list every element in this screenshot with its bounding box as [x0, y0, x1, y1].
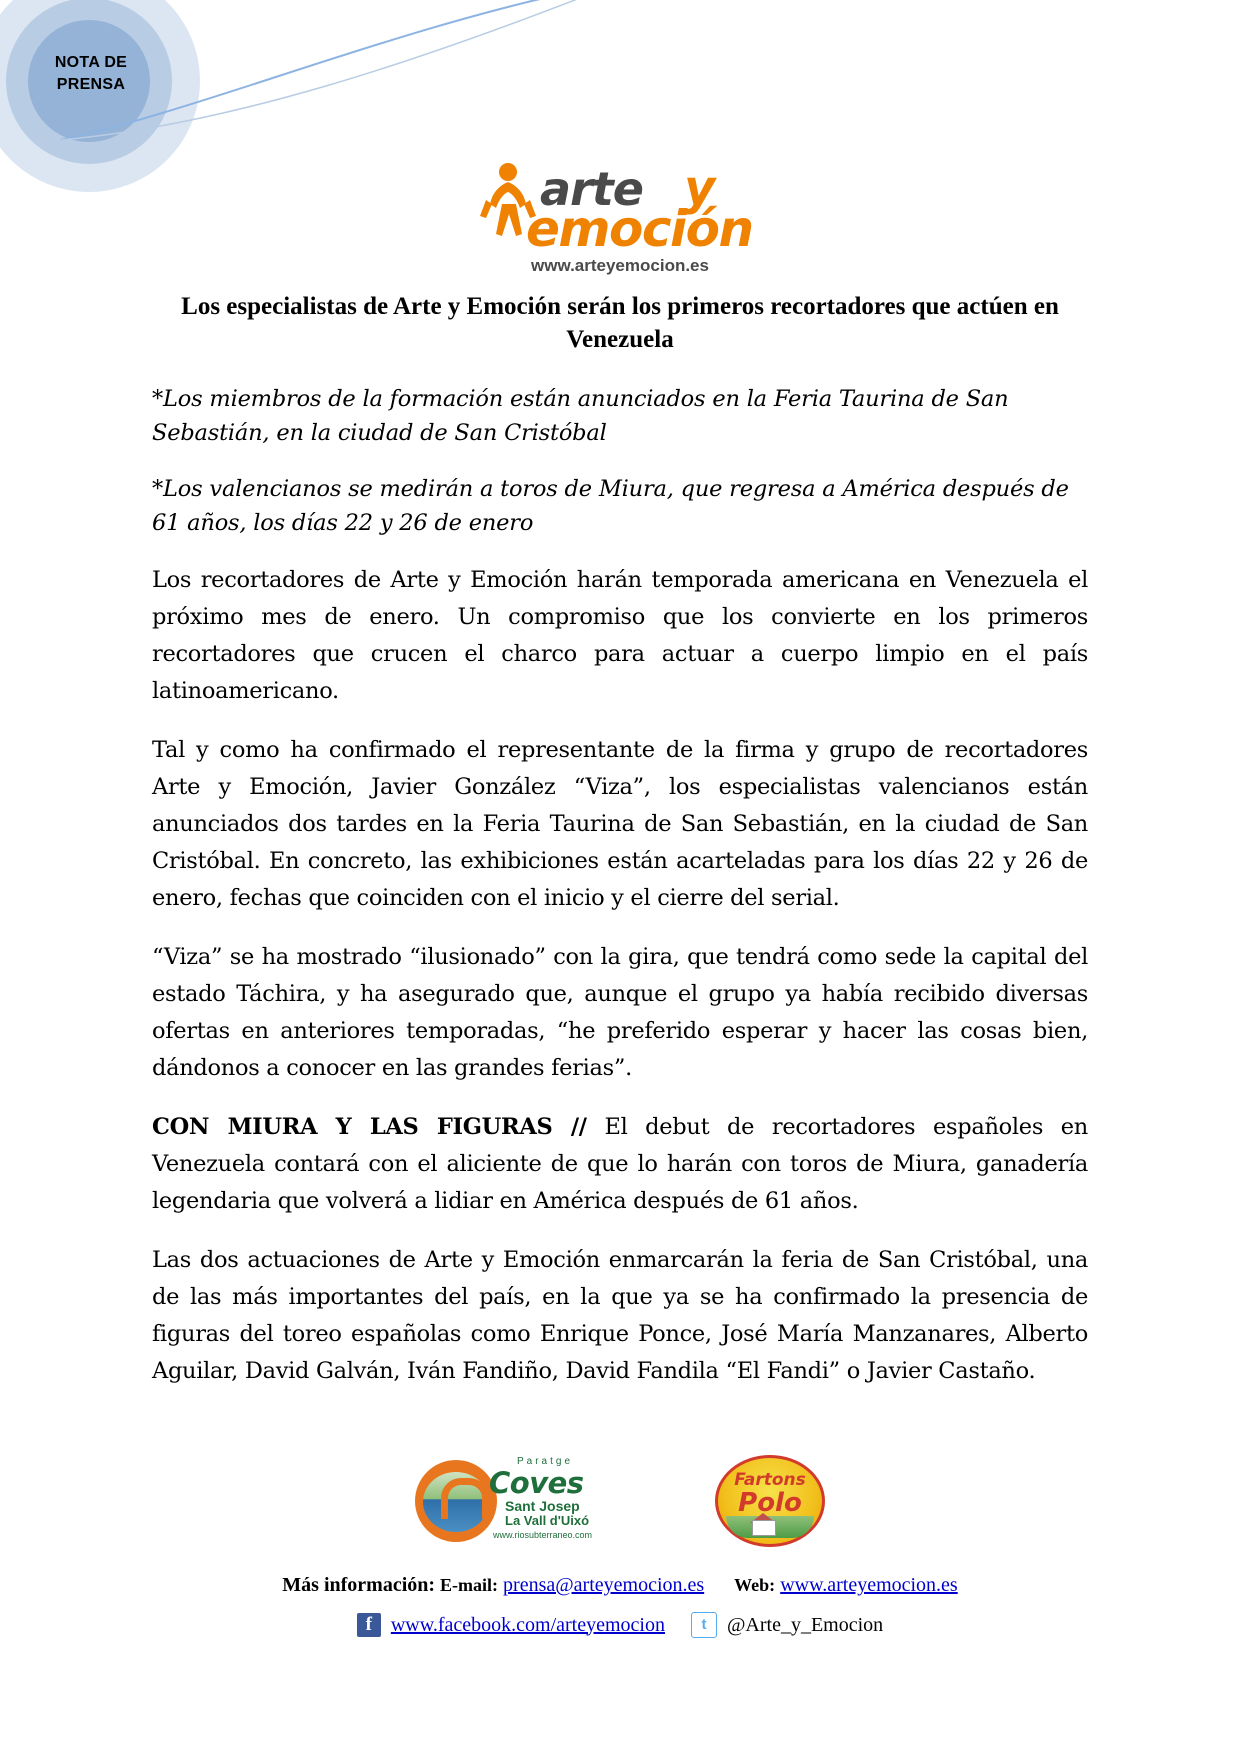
twitter-handle: @Arte_y_Emocion	[726, 1613, 884, 1636]
web-link[interactable]: www.arteyemocion.es	[780, 1574, 958, 1596]
paragraph-kicker-label: CON MIURA Y LAS FIGURAS //	[152, 1114, 587, 1140]
facebook-link[interactable]: www.facebook.com/arteyemocion	[390, 1613, 665, 1636]
coves-url-label: www.riosubterraneo.com	[493, 1530, 593, 1540]
fartons-line1-label: Fartons	[734, 1470, 806, 1490]
logo-url: www.arteyemocion.es	[531, 256, 709, 275]
paragraph-1: Los recortadores de Arte y Emoción harán temporada americana en Venezuela el próximo mes de enero. Un compromiso que los convierte en los primeros recortadores que crucen el charco para actuar a cuerpo limpio en el país latinoamericano.	[152, 567, 1088, 704]
paragraph-2: Tal y como ha confirmado el representante de la firma y grupo de recortadores Arte y Emoción, Javier González “Viza”, los especialistas valencianos están anunciados dos tardes en la Feria Taurina de San Sebastián, en la ciudad de San Cristóbal. En concreto, las exhibiciones están acarteladas para los días 22 y 26 de enero, fechas que coinciden con el inicio y el cierre del serial.	[152, 737, 1088, 911]
paragraph-3: “Viza” se ha mostrado “ilusionado” con la gira, que tendrá como sede la capital del estado Táchira, y ha asegurado que, aunque el grupo ya había recibido diversas ofertas en anteriores temporadas, “he preferido esperar y hacer las cosas bien, dándonos a conocer en las grandes ferias”.	[152, 944, 1088, 1081]
coves-sub2-label: La Vall d'Uixó	[505, 1513, 590, 1528]
fartons-house-icon	[752, 1520, 776, 1536]
press-release-body	[152, 290, 1088, 1412]
page-title: Los especialistas de Arte y Emoción serán los primeros recortadores que actúen en Venezuela	[181, 293, 1059, 353]
sponsor-logos	[0, 1455, 1240, 1547]
badge-label-line1: NOTA DE	[54, 54, 128, 71]
footer-social-line	[0, 1612, 1240, 1638]
facebook-icon[interactable]: f	[357, 1613, 381, 1637]
paragraph-kicker-text: El debut de recortadores españoles en Venezuela contará con el aliciente de que lo harán con toros de Miura, ganadería legendaria que volverá a lidiar en América después de 61 años.	[152, 1114, 1088, 1214]
more-info-label: Más información:	[282, 1574, 436, 1596]
lead-paragraph-1: *Los miembros de la formación están anunciados en la Feria Taurina de San Sebastián, en la ciudad de San Cristóbal	[152, 386, 1009, 446]
fartons-line2-label: Polo	[738, 1488, 802, 1518]
badge-label-line2: PRENSA	[56, 76, 126, 93]
logo-word-emocion: emoción	[526, 200, 753, 258]
brand-logo	[0, 160, 1240, 285]
coves-sant-josep-logo	[415, 1458, 625, 1544]
web-label: Web:	[734, 1575, 776, 1595]
coves-cave-icon	[415, 1460, 497, 1542]
email-link[interactable]: prensa@arteyemocion.es	[503, 1574, 705, 1596]
coves-paratge-label: Paratge	[517, 1456, 574, 1467]
logo-word-arte: arte	[540, 162, 643, 216]
badge-label	[0, 52, 182, 96]
fartons-polo-logo	[715, 1455, 825, 1547]
paragraph-4: Las dos actuaciones de Arte y Emoción enmarcarán la feria de San Cristóbal, una de las más importantes del país, en la que ya se ha confirmado la presencia de figuras del toreo españolas como Enrique Ponce, José María Manzanares, Alberto Aguilar, David Galván, Iván Fandiño, David Fandila “El Fandi” o Javier Castaño.	[152, 1247, 1088, 1384]
email-label: E-mail:	[440, 1575, 499, 1595]
paragraph-kicker	[152, 1109, 1088, 1220]
twitter-icon[interactable]: t	[691, 1612, 717, 1638]
lead-paragraph-2: *Los valencianos se medirán a toros de Miura, que regresa a América después de 61 años, los días 22 y 26 de enero	[152, 476, 1069, 536]
logo-word-y: y	[684, 160, 716, 216]
footer-contact-line	[0, 1570, 1240, 1600]
coves-name-label: Coves	[489, 1466, 584, 1500]
coves-sub1-label: Sant Josep	[505, 1498, 580, 1514]
footer-contact	[0, 1570, 1240, 1638]
